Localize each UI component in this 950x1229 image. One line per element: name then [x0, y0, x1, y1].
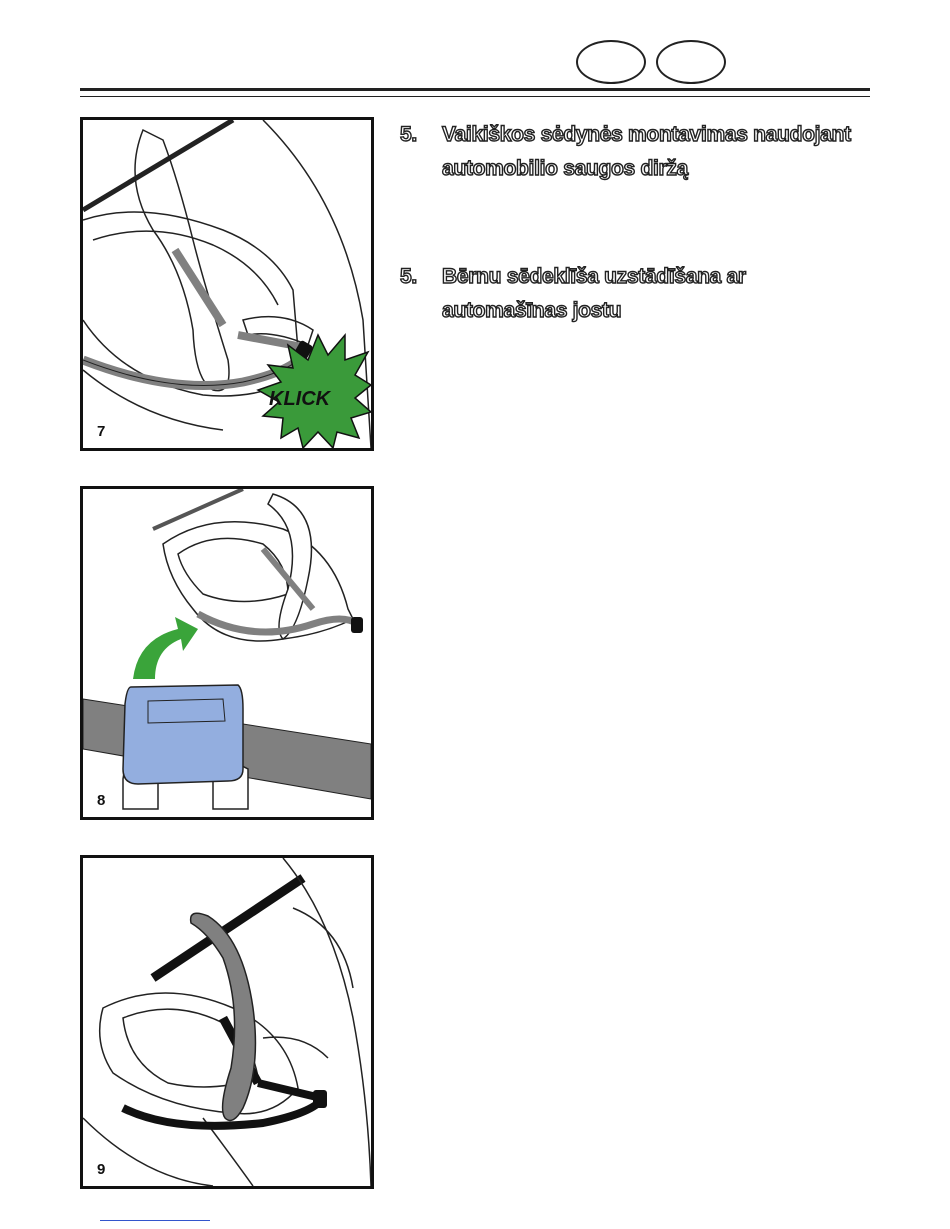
header-rule	[80, 88, 870, 91]
header-rule-thin	[80, 96, 870, 97]
section-number: 5.	[400, 265, 417, 288]
figure-7-panel	[80, 117, 374, 451]
section-number: 5.	[400, 123, 417, 146]
figure-7-label: 7	[97, 423, 106, 440]
section-heading-lt	[400, 118, 870, 186]
section-heading-lv	[400, 260, 870, 328]
language-badge-2	[656, 40, 726, 84]
lift-arrow	[133, 617, 198, 679]
footer-line	[100, 1220, 210, 1221]
figure-8-illustration	[83, 489, 371, 817]
figure-8-panel	[80, 486, 374, 820]
figure-9-illustration	[83, 858, 371, 1186]
figure-9-panel	[80, 855, 374, 1189]
figure-8-label: 8	[97, 792, 106, 809]
klick-callout-text: KLICK	[269, 388, 331, 410]
section-title: Vaikiškos sėdynės montavimas naudojant automobilio saugos diržą	[442, 123, 851, 180]
language-badge-1	[576, 40, 646, 84]
figure-9-label: 9	[97, 1161, 106, 1178]
section-title: Bērnu sēdeklīša uzstādīšana ar automašīnas jostu	[442, 265, 746, 322]
